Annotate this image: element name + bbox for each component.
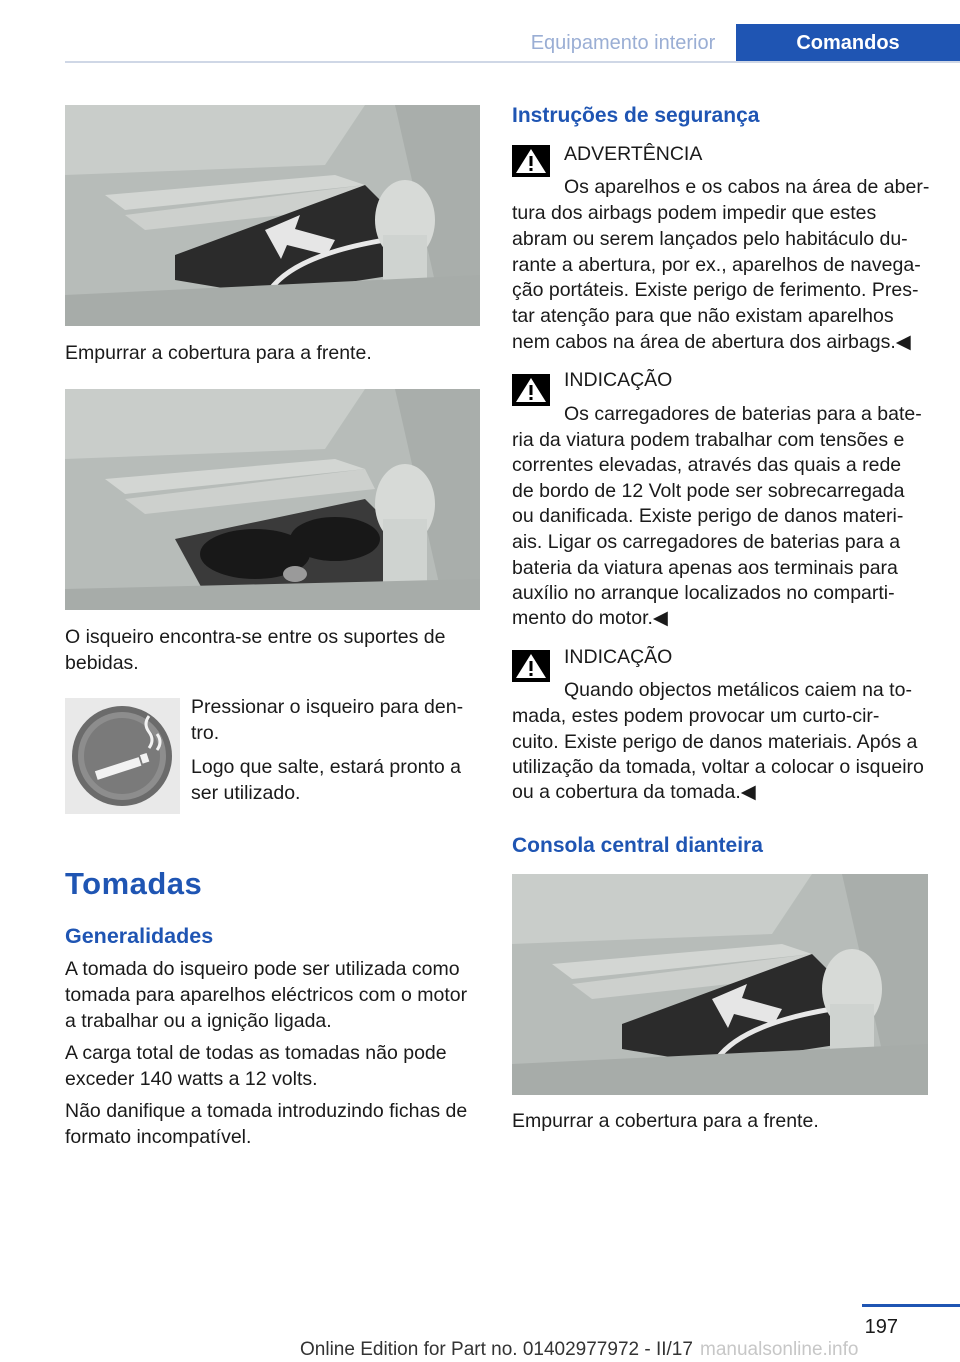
para-damage-l1: Não danifique a tomada introduzindo fichas de [65,1100,468,1122]
header-chapter-tab[interactable]: Comandos [736,24,960,63]
notice-title: INDICAÇÃO [564,646,673,668]
cigarette-lighter-icon [65,698,180,814]
notice-text-l5: ou danificada. Existe perigo de danos materi- [512,505,904,527]
subheading-generalidades: Generalidades [65,924,214,948]
para-load-l2: exceder 140 watts a 12 volts. [65,1068,318,1090]
front-console-photo [512,874,928,1095]
notice-text-l4: utilização da tomada, voltar a colocar o isqueiro [512,756,924,778]
warning-title: ADVERTÊNCIA [564,143,703,165]
warning-text-l2: tura dos airbags podem impedir que estes [512,202,877,224]
warning-text-l6: tar atenção para que não existam aparelhos [512,305,894,327]
warning-text-l7: nem cabos na área de abertura dos airbags.◀ [512,331,911,353]
console-cover-photo [65,105,480,326]
header-section-tab[interactable]: Equipamento interior [530,32,716,54]
para-damage-l2: formato incompatível. [65,1126,252,1148]
lighter-press-l1: Pressionar o isqueiro para den- [191,696,464,718]
caption-cover-forward: Empurrar a cobertura para a frente. [65,342,372,364]
heading-center-console: Consola central dianteira [512,834,763,857]
notice-text-l2: ria da viatura podem trabalhar com tensões e [512,429,905,451]
lighter-ready-l2: ser utilizado. [191,782,301,804]
page-number: 197 [864,1316,898,1338]
notice-text-l5: ou a cobertura da tomada.◀ [512,781,756,803]
warning-icon [512,374,550,406]
notice-title: INDICAÇÃO [564,369,673,391]
notice-text-l3: correntes elevadas, através das quais a rede [512,454,902,476]
edition-line: Online Edition for Part no. 01402977972 - II/17 [300,1339,693,1360]
para-usage-l1: A tomada do isqueiro pode ser utilizada como [65,958,460,980]
notice-text-l1: Os carregadores de baterias para a bate- [564,403,922,425]
footer-rule [862,1304,960,1307]
notice-text-l7: bateria da viatura apenas aos terminais para [512,557,898,579]
heading-tomadas: Tomadas [65,866,203,901]
notice-text-l8: auxílio no arranque localizados no comparti- [512,582,895,604]
warning-text-l1: Os aparelhos e os cabos na área de aber- [564,176,930,198]
para-usage-l2: tomada para aparelhos eléctricos com o motor [65,984,468,1006]
watermark: manualsonline.info [700,1339,859,1360]
warning-icon [512,145,550,177]
caption-cover-forward-2: Empurrar a cobertura para a frente. [512,1110,819,1132]
para-usage-l3: a trabalhar ou a ignição ligada. [65,1010,332,1032]
notice-text-l9: mento do motor.◀ [512,607,668,629]
notice-text-l4: de bordo de 12 Volt pode ser sobrecarregada [512,480,905,502]
notice-text-l2: mada, estes podem provocar um curto-cir- [512,705,880,727]
cupholder-photo [65,389,480,610]
caption-lighter-location-l2: bebidas. [65,652,139,674]
notice-text-l3: cuito. Existe perigo de danos materiais. Após a [512,731,918,753]
heading-safety: Instruções de segurança [512,104,760,127]
warning-text-l5: ção portáteis. Existe perigo de ferimento. Pres- [512,279,919,301]
warning-icon [512,650,550,682]
notice-text-l6: ais. Ligar os carregadores de baterias para a [512,531,901,553]
lighter-press-l2: tro. [191,722,220,744]
lighter-ready-l1: Logo que salte, estará pronto a [191,756,461,778]
header-rule [65,61,960,63]
caption-lighter-location-l1: O isqueiro encontra-se entre os suportes de [65,626,446,648]
warning-text-l3: abram ou serem lançados pelo habitáculo du- [512,228,908,250]
notice-text-l1: Quando objectos metálicos caiem na to- [564,679,912,701]
para-load-l1: A carga total de todas as tomadas não pode [65,1042,447,1064]
warning-text-l4: rante a abertura, por ex., aparelhos de navega- [512,254,921,276]
